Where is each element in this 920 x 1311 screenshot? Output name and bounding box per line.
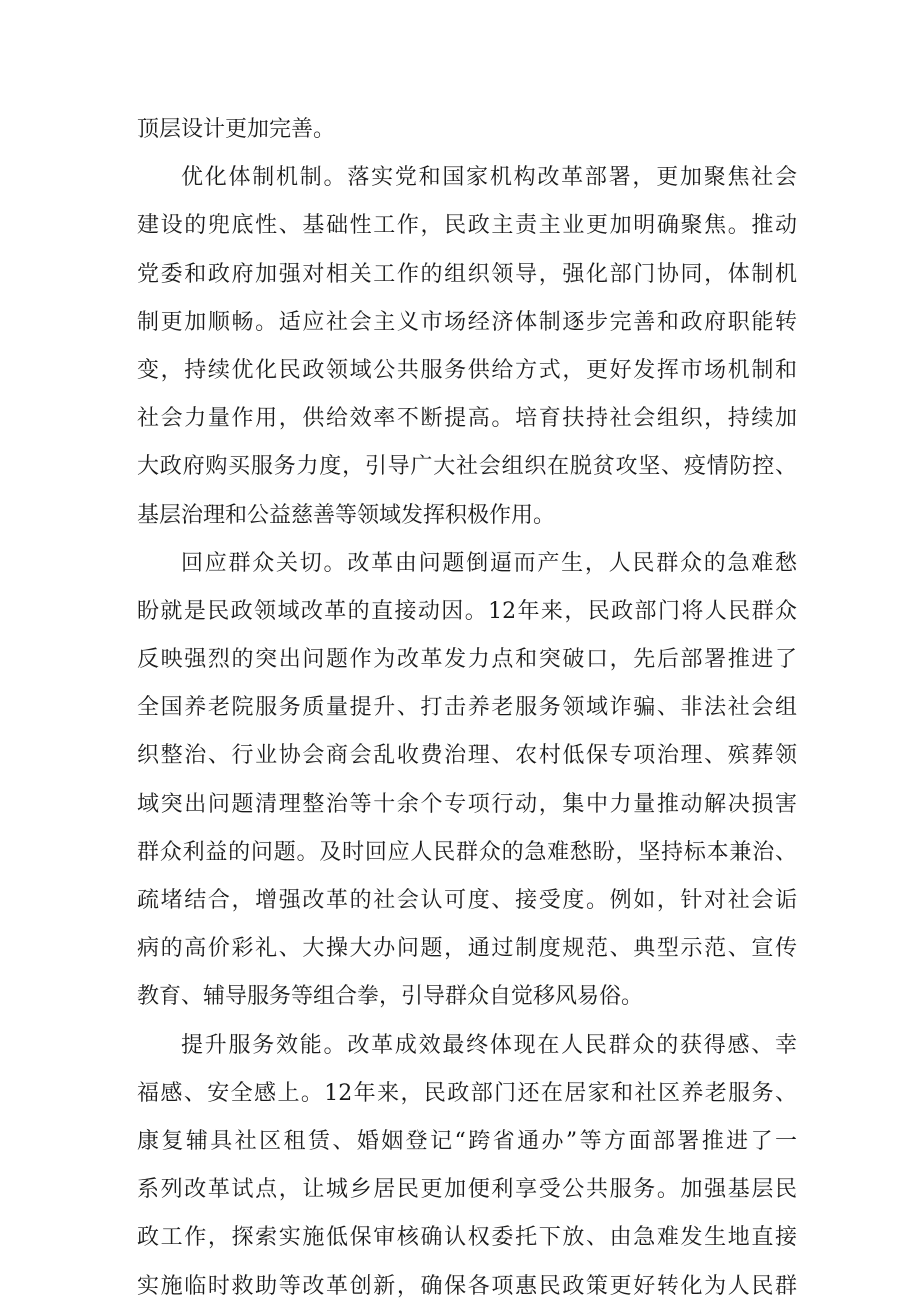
text-line: 疏堵结合，增强改革的社会认可度、接受度。例如，针对社会诟 xyxy=(137,888,797,913)
paragraph xyxy=(137,1022,797,1311)
text-line: 优化体制机制。落实党和国家机构改革部署，更加聚焦社会 xyxy=(181,165,797,191)
text-line: 福感、安全感上。12年来，民政部门还在居家和社区养老服务、 xyxy=(137,1080,797,1106)
text-line: 制更加顺畅。适应社会主义市场经济体制逐步完善和政府职能转 xyxy=(137,309,797,335)
text-line: 党委和政府加强对相关工作的组织领导，强化部门协同，体制机 xyxy=(137,261,797,287)
text-line: 基层治理和公益慈善等领域发挥积极作用。 xyxy=(137,502,556,528)
text-line: 织整治、行业协会商会乱收费治理、农村低保专项治理、殡葬领 xyxy=(137,743,797,769)
text-line: 变，持续优化民政领域公共服务供给方式，更好发挥市场机制和 xyxy=(137,357,797,383)
text-line: 回应群众关切。改革由问题倒逼而产生，人民群众的急难愁 xyxy=(181,550,797,576)
text-line: 系列改革试点，让城乡居民更加便利享受公共服务。加强基层民 xyxy=(137,1177,797,1203)
text-line: 域突出问题清理整治等十余个专项行动，集中力量推动解决损害 xyxy=(137,791,797,817)
text-line: 社会力量作用，供给效率不断提高。培育扶持社会组织，持续加 xyxy=(137,406,797,432)
text-line: 大政府购买服务力度，引导广大社会组织在脱贫攻坚、疫情防控、 xyxy=(137,454,797,480)
paragraph xyxy=(137,154,797,540)
paragraph xyxy=(137,540,797,1022)
text-line: 盼就是民政领域改革的直接动因。12年来，民政部门将人民群众 xyxy=(137,598,797,624)
text-line: 顶层设计更加完善。 xyxy=(137,117,336,142)
text-line: 建设的兜底性、基础性工作，民政主责主业更加明确聚焦。推动 xyxy=(137,213,797,239)
text-line: 提升服务效能。改革成效最终体现在人民群众的获得感、幸 xyxy=(181,1032,797,1058)
text-line: 反映强烈的突出问题作为改革发力点和突破口，先后部署推进了 xyxy=(137,647,797,673)
paragraph xyxy=(137,106,797,154)
text-line: 实施临时救助等改革创新，确保各项惠民政策更好转化为人民群 xyxy=(137,1273,797,1299)
document-body xyxy=(137,106,797,1311)
text-line: 全国养老院服务质量提升、打击养老服务领域诈骗、非法社会组 xyxy=(137,695,797,721)
text-line: 政工作，探索实施低保审核确认权委托下放、由急难发生地直接 xyxy=(137,1225,797,1251)
text-line: 教育、辅导服务等组合拳，引导群众自觉移风易俗。 xyxy=(137,984,644,1010)
text-line: 群众利益的问题。及时回应人民群众的急难愁盼，坚持标本兼治、 xyxy=(137,839,797,865)
text-line: 病的高价彩礼、大操大办问题，通过制度规范、典型示范、宣传 xyxy=(137,936,797,962)
text-line: 康复辅具社区租赁、婚姻登记“跨省通办”等方面部署推进了一 xyxy=(137,1128,797,1154)
